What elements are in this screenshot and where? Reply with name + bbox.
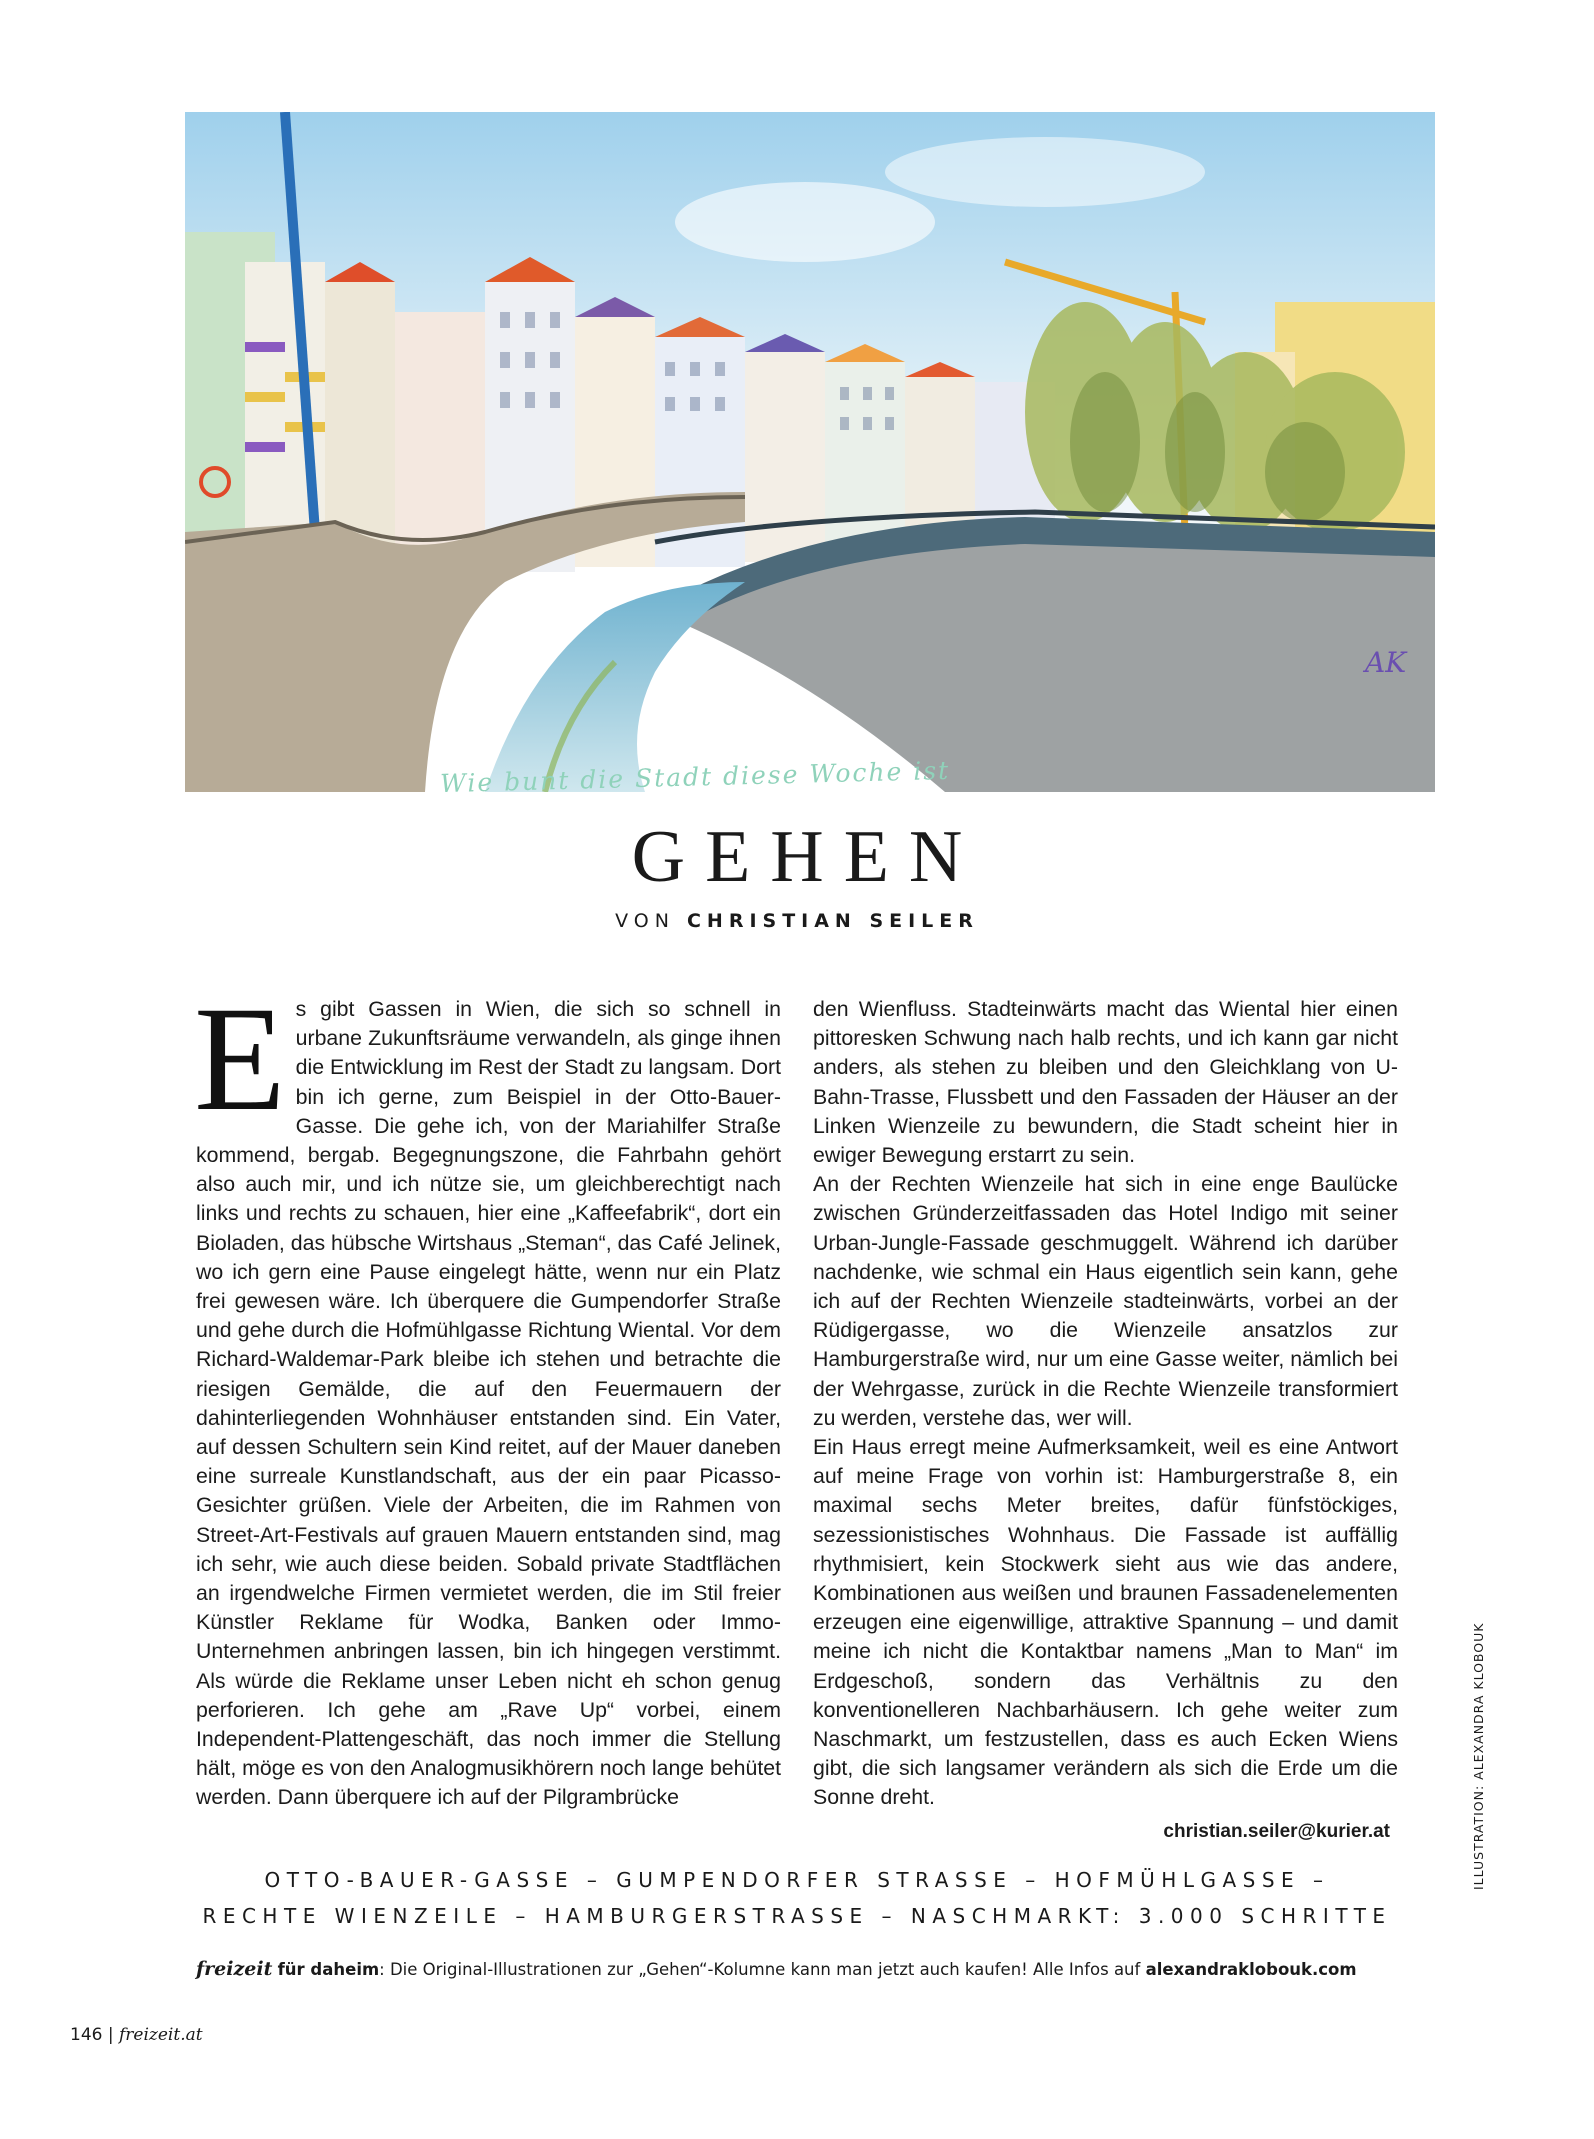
promo-text: : Die Original-Illustrationen zur „Gehen“-Kolumne kann man jetzt auch kaufen! Alle Infos auf — [379, 1960, 1146, 1979]
promo-line — [196, 1958, 1446, 1980]
promo-link[interactable]: alexandraklobouk.com — [1145, 1960, 1357, 1979]
author-name: CHRISTIAN SEILER — [686, 910, 979, 932]
illustration — [185, 112, 1435, 792]
route-summary — [0, 1862, 1594, 1934]
article-paragraph: den Wienfluss. Stadteinwärts macht das Wiental hier einen pittoresken Schwung nach halb rechts, und ich kann gar nicht anders, als stehen zu bleiben und den Gleichklang von U-Bahn-Trasse, Flussbett und den Fassaden der Häuser an der Linken Wienzeile zu bewundern, die Stadt scheint hier in ewiger Bewegung erstarrt zu sein. — [813, 997, 1398, 1168]
article-paragraph — [194, 976, 781, 1813]
author-email[interactable]: christian.seiler@kurier.at — [1163, 1820, 1390, 1842]
promo-brand-suffix: für daheim — [277, 1960, 380, 1979]
footer-separator: | — [107, 2025, 114, 2045]
promo-brand: freizeit — [196, 1958, 273, 1980]
illustration-credit: ILLUSTRATION: ALEXANDRA KLOBOUK — [1471, 1622, 1486, 1890]
drop-cap: E — [194, 976, 286, 1142]
article-column-right — [813, 995, 1398, 1846]
article-paragraph: Ein Haus erregt meine Aufmerksamkeit, weil es eine Antwort auf meine Frage von vorhin ist: Hamburgerstraße 8, ein maximal sechs Meter breites, dafür fünfstöckiges, sezessionistisches Wohnhaus. Die Fassade ist auffällig rhythmisiert, kein Stockwerk sieht aus wie das andere, Kombinationen aus weißen und braunen Fassadenelementen erzeugen eine eigenwillige, attraktive Spannung – und damit meine ich nicht die Kontaktbar namens „Man to Man“ im Erdgeschoß, sondern das Verhältnis zu den konventionelleren Nachbarhäusern. Ich gehe weiter zum Naschmarkt, um festzustellen, dass es auch Ecken Wiens gibt, die sich langsamer verändern als sich die Erde um die Sonne dreht. — [813, 1435, 1398, 1810]
page-number: 146 — [70, 2025, 103, 2045]
illustration-signature: AK — [1365, 646, 1407, 679]
footer-site[interactable]: freizeit.at — [119, 2025, 203, 2045]
article-paragraph: An der Rechten Wienzeile hat sich in eine enge Baulücke zwischen Gründerzeitfassaden das Hotel Indigo mit seiner Urban-Jungle-Fassade geschmuggelt. Während ich darüber nachdenke, wie schmal ein Haus eigentlich sein kann, gehe ich auf der Rechten Wienzeile stadteinwärts, vorbei an der Rüdigergasse, wo die Wienzeile ansatzlos zur Hamburgerstraße wird, nur um eine Gasse weiter, nämlich bei der Wehrgasse, zurück in die Rechte Wienzeile transformiert zu werden, verstehe das, wer will. — [813, 1172, 1398, 1430]
article-text-left: s gibt Gassen in Wien, die sich so schnell in urbane Zukunftsräume verwandeln, als ginge ihnen die Entwicklung im Rest der Stadt zu langsam. Dort bin ich gerne, zum Beispiel in der Otto-Bauer-Gasse. Die gehe ich, von der Mariahilfer Straße kommend, bergab. Begegnungszone, die Fahrbahn gehört also auch mir, und ich nütze sie, um gleichberechtigt nach links und rechts zu schauen, hier eine „Kaffeefabrik“, dort ein Bioladen, das hübsche Wirtshaus „Steman“, das Café Jelinek, wo ich gern eine Pause eingelegt hätte, wenn nur ein Platz frei gewesen wäre. Ich überquere die Gumpendorfer Straße und gehe durch die Hofmühlgasse Richtung Wiental. Vor dem Richard-Waldemar-Park bleibe ich stehen und betrachte die riesigen Gemälde, die auf den Feuermauern der dahinterliegenden Wohnhäuser entstanden sind. Ein Vater, auf dessen Schultern sein Kind reitet, auf der Mauer daneben eine surreale Kunstlandschaft, aus der ein paar Picasso-Gesichter grüßen. Viele der Arbeiten, die im Rahmen von Street-Art-Festivals auf grauen Mauern entstanden sind, mag ich sehr, wie auch diese beiden. Sobald private Stadtflächen an irgendwelche Firmen vermietet werden, die im Stil freier Künstler Reklame für Wodka, Banken oder Immo-Unternehmen anbringen lassen, bin ich hingegen verstimmt. Als würde die Reklame unser Leben nicht eh schon genug perforieren. Ich gehe am „Rave Up“ vorbei, einem Independent-Plattengeschäft, das noch immer die Stellung hält, möge es von den Analogmusikhörern noch lange behütet werden. Dann überquere ich auf der Pilgrambrücke — [196, 997, 781, 1810]
article-title: GEHEN — [631, 816, 983, 898]
article-column-left — [194, 976, 781, 1813]
route-line-2: RECHTE WIENZEILE – HAMBURGERSTRASSE – NASCHMARKT: 3.000 SCHRITTE — [202, 1904, 1392, 1928]
route-line-1: OTTO-BAUER-GASSE – GUMPENDORFER STRASSE – HOFMÜHLGASSE – — [264, 1868, 1330, 1892]
watercolor-vienna-wienfluss — [185, 112, 1435, 792]
byline — [0, 910, 1594, 932]
byline-prefix: VON — [615, 910, 675, 932]
page-footer — [70, 2025, 203, 2045]
illustration-caption: Wie bunt die Stadt diese Woche ist — [439, 755, 951, 799]
